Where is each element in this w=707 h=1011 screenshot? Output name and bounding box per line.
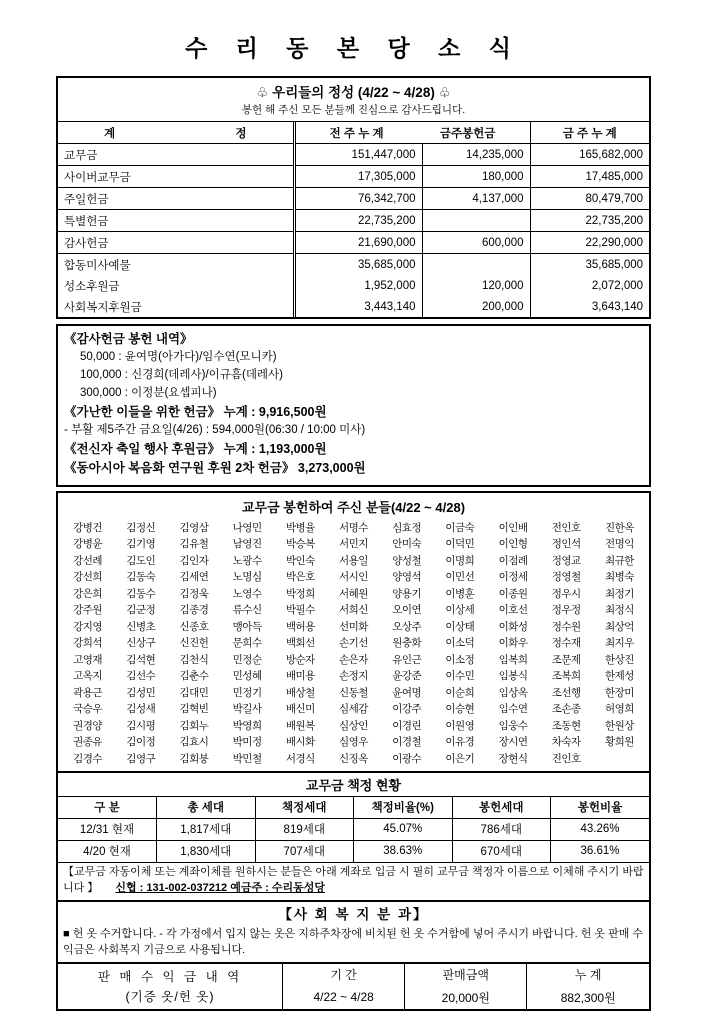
thanks-section <box>56 324 651 487</box>
transfer-note <box>58 863 649 900</box>
donor-name: 김기영 <box>126 538 156 551</box>
donor-name: 박병율 <box>285 521 315 534</box>
donor-name: 최상억 <box>604 620 634 633</box>
account-label-right: 정 <box>235 127 247 140</box>
donor-name: 선미화 <box>339 620 368 633</box>
prev-value: 151,447,000 <box>294 144 422 166</box>
donor-name: 정수원 <box>551 620 581 633</box>
donor-name: 서희신 <box>339 604 368 617</box>
donor-name: 신진헌 <box>179 637 209 650</box>
donor-name: 손은자 <box>339 653 368 666</box>
assess-cell: 38.63% <box>354 840 453 862</box>
donor-name: 김세연 <box>179 571 209 584</box>
donor-name: 백허용 <box>285 620 315 633</box>
assess-cell: 1,817세대 <box>157 818 256 840</box>
donor-name: 이은기 <box>445 752 475 765</box>
donor-name: 서민지 <box>339 538 368 551</box>
donor-name: 이점례 <box>498 554 528 567</box>
sales-title-line1: 판 매 수 익 금 내 역 <box>97 970 243 985</box>
donor-name: 정인석 <box>551 538 581 551</box>
donor-name: 강병윤 <box>73 538 103 551</box>
donor-name: 전인호 <box>551 521 581 534</box>
donor-name: 허영희 <box>604 703 634 716</box>
week-value <box>422 210 530 232</box>
assess-cell: 819세대 <box>255 818 354 840</box>
donor-name: 김성민 <box>126 686 156 699</box>
donor-name: 이강주 <box>392 703 422 716</box>
donor-name: 강병건 <box>73 521 103 534</box>
donor-name: 국승우 <box>73 703 103 716</box>
donor-name: 정영철 <box>551 571 581 584</box>
thanks-item: 50,000 : 윤여명(아가다)/임수연(모니카) <box>80 351 277 364</box>
prev-value: 35,685,000 <box>294 254 422 276</box>
donor-name: 박영희 <box>232 719 262 732</box>
devotion-section <box>56 76 651 319</box>
donor-name: 임복희 <box>498 653 528 666</box>
donor-name: 김정욱 <box>179 587 209 600</box>
poor-fund-detail: - 부활 제5주간 금요일(4/26) : 594,000원(06:30 / 10:00 미사) <box>64 424 366 437</box>
donor-name: 정수재 <box>551 637 581 650</box>
donor-name: 조동현 <box>551 719 581 732</box>
assess-cell: 1,830세대 <box>157 840 256 862</box>
table-row <box>58 144 649 166</box>
donor-name: 신상구 <box>126 637 156 650</box>
thanks-item: 300,000 : 이정분(요셉피나) <box>80 387 217 399</box>
row-label: 특별헌금 <box>58 210 294 232</box>
assess-col-header: 책정비율(%) <box>354 796 453 818</box>
donor-name: 강선희 <box>73 571 103 584</box>
donor-name: 김유철 <box>179 538 209 551</box>
table-row <box>58 275 649 296</box>
donor-name: 박민철 <box>232 752 262 765</box>
donor-name: 신동철 <box>339 686 368 699</box>
donor-name: 장시연 <box>498 736 528 749</box>
donor-name: 김영구 <box>126 752 156 765</box>
donors-heading: 교무금 봉헌하여 주신 분들(4/22 ~ 4/28) <box>241 499 466 515</box>
welfare-title: 【사 회 복 지 분 과】 <box>58 900 649 924</box>
row-label: 주일헌금 <box>58 188 294 210</box>
week-value: 14,235,000 <box>422 144 530 166</box>
donor-name: 김혁빈 <box>179 703 209 716</box>
assess-col-header: 구 분 <box>58 796 157 818</box>
donor-name: 이병훈 <box>445 587 475 600</box>
donor-name: 강지영 <box>73 620 103 633</box>
prev-value: 22,735,200 <box>294 210 422 232</box>
donor-name: 서명수 <box>339 521 368 534</box>
assess-cell: 36.61% <box>551 840 650 862</box>
donor-name: 김효시 <box>179 736 209 749</box>
donor-name: 박은호 <box>285 571 315 584</box>
donor-name: 최정식 <box>604 604 634 617</box>
week-offering-header: 금주봉헌금 <box>439 127 496 140</box>
donor-name: 오이연 <box>392 604 422 617</box>
prev-total-header: 전 주 누 계 <box>329 127 384 140</box>
donor-name: 정우정 <box>551 604 581 617</box>
donor-name: 김성새 <box>126 703 156 716</box>
donor-name: 배시화 <box>285 736 315 749</box>
sales-period: 4/22 ~ 4/28 <box>283 986 405 1009</box>
donor-name: 고영재 <box>73 653 103 666</box>
donor-name: 이상태 <box>445 620 475 633</box>
donor-name: 이소덕 <box>445 637 475 650</box>
assess-cell: 4/20 현재 <box>58 840 157 862</box>
lower-section <box>56 491 651 1011</box>
donor-name <box>593 751 646 766</box>
donor-name: 김시평 <box>126 719 156 732</box>
donor-name: 이유경 <box>445 736 475 749</box>
donor-name: 양영석 <box>392 571 422 584</box>
transfer-note-text: 【교무금 자동이체 또는 계좌이체를 원하시는 분들은 아래 계좌로 입금 시 필히 교무금 책정자 이름으로 이체해 주시기 바랍니다 】 <box>63 865 644 894</box>
prev-value: 1,952,000 <box>294 275 422 296</box>
donor-name: 이정세 <box>498 571 528 584</box>
donor-name: 박정희 <box>285 587 315 600</box>
total-value: 35,685,000 <box>530 254 649 276</box>
total-value: 2,072,000 <box>530 275 649 296</box>
donor-name: 민정순 <box>232 653 262 666</box>
table-row <box>58 840 649 862</box>
offering-table <box>58 122 649 317</box>
donor-name: 서혜원 <box>339 587 368 600</box>
sales-amount: 20,000원 <box>405 986 527 1009</box>
thanks-item: 100,000 : 신경희(데레사)/이규흠(데레사) <box>80 369 283 382</box>
donor-name: 김도인 <box>126 554 156 567</box>
donor-name: 이수민 <box>445 670 475 683</box>
donor-name: 한원상 <box>604 719 634 732</box>
assess-cell: 707세대 <box>255 840 354 862</box>
donor-name: 심상인 <box>339 719 368 732</box>
week-value <box>422 254 530 276</box>
devotion-header <box>58 78 649 122</box>
assess-cell: 45.07% <box>354 818 453 840</box>
sales-header-row <box>58 964 649 986</box>
donor-name: 조복희 <box>551 670 581 683</box>
donor-name: 조손종 <box>551 703 581 716</box>
table-row <box>58 818 649 840</box>
thanks-heading: 《감사헌금 봉헌 내역》 <box>64 332 193 346</box>
donor-name: 민정기 <box>232 686 262 699</box>
table-row <box>58 210 649 232</box>
donor-name: 이금숙 <box>445 521 475 534</box>
donor-name: 김영삼 <box>179 521 209 534</box>
donor-name: 장현식 <box>498 752 528 765</box>
feast-fund-heading: 《전신자 축일 행사 후원금》 누계 : 1,193,000원 <box>64 442 327 456</box>
prev-value: 76,342,700 <box>294 188 422 210</box>
donor-name: 심세감 <box>339 703 368 716</box>
week-value: 600,000 <box>422 232 530 254</box>
donor-name: 원충화 <box>392 637 422 650</box>
donor-name: 윤여명 <box>392 686 422 699</box>
donor-name: 김천식 <box>179 653 209 666</box>
total-value: 22,735,200 <box>530 210 649 232</box>
row-label: 감사헌금 <box>58 232 294 254</box>
donor-name: 신징옥 <box>339 752 368 765</box>
donor-name: 윤강준 <box>392 670 422 683</box>
donor-name: 박필수 <box>285 604 315 617</box>
donor-name: 박인숙 <box>285 554 315 567</box>
week-value: 120,000 <box>422 275 530 296</box>
donor-name: 서경식 <box>285 752 315 765</box>
donor-name: 안미숙 <box>392 538 422 551</box>
week-value: 180,000 <box>422 166 530 188</box>
assessment-header-row <box>58 796 649 818</box>
welfare-body: ■ 헌 옷 수거합니다. - 각 가정에서 입지 않는 옷은 지하주차장에 비치된 헌 옷 수거함에 넣어 주시기 바랍니다. 헌 옷 판매 수익금은 사회복지 기금으로 사용됩니다. <box>58 924 649 964</box>
donor-name: 최병숙 <box>604 571 634 584</box>
donor-name: 이경철 <box>392 736 422 749</box>
donor-name: 김인자 <box>179 554 209 567</box>
poor-fund-heading: 《가난한 이들을 위한 헌금》 누계 : 9,916,500원 <box>64 404 327 419</box>
assessment-title: 교무금 책정 현황 <box>58 772 649 797</box>
donor-name: 진한옥 <box>604 521 634 534</box>
donor-name: 남영진 <box>232 538 262 551</box>
donor-name: 이승현 <box>445 703 475 716</box>
donor-name: 이경린 <box>392 719 422 732</box>
donor-name: 임수연 <box>498 703 528 716</box>
assess-col-header: 총 세대 <box>157 796 256 818</box>
donor-name: 이인형 <box>498 538 528 551</box>
donor-name: 한장미 <box>604 686 634 699</box>
donor-name: 조선행 <box>551 686 581 699</box>
offering-header-row <box>58 122 649 144</box>
table-row <box>58 232 649 254</box>
donor-name: 김대민 <box>179 686 209 699</box>
donor-name: 강희석 <box>73 637 103 650</box>
donor-name: 김석현 <box>126 653 156 666</box>
donor-name: 노광수 <box>232 554 262 567</box>
donor-name: 이원영 <box>445 719 475 732</box>
donor-name: 권종유 <box>73 736 103 749</box>
column-header-week-total: 금 주 누 계 <box>530 122 649 144</box>
donor-name: 이소정 <box>445 653 475 666</box>
assess-col-header: 봉헌비율 <box>551 796 650 818</box>
total-value: 3,643,140 <box>530 296 649 317</box>
table-row <box>58 254 649 276</box>
donor-name: 한상진 <box>604 653 634 666</box>
donor-name: 고옥지 <box>73 670 103 683</box>
donor-name: 신종호 <box>179 620 209 633</box>
donor-name: 류수신 <box>232 604 262 617</box>
donor-name: 김군정 <box>126 604 156 617</box>
donor-name: 백회선 <box>285 637 315 650</box>
donor-name: 김동숙 <box>126 571 156 584</box>
donor-name: 서시인 <box>339 571 368 584</box>
prev-value: 17,305,000 <box>294 166 422 188</box>
donor-name: 심영우 <box>339 736 368 749</box>
sales-col-period: 기 간 <box>283 964 405 986</box>
sales-col-amount: 판매금액 <box>405 964 527 986</box>
column-header-account <box>58 122 294 144</box>
donor-name: 이상세 <box>445 604 475 617</box>
donor-name: 임웅수 <box>498 719 528 732</box>
donor-name: 황희원 <box>604 736 634 749</box>
assess-cell: 670세대 <box>452 840 551 862</box>
donor-name: 이화우 <box>498 637 528 650</box>
donor-name: 유인근 <box>392 653 422 666</box>
donor-name: 배상철 <box>285 686 315 699</box>
row-label: 사이버교무금 <box>58 166 294 188</box>
donor-name: 김종경 <box>179 604 209 617</box>
donor-name: 정우시 <box>551 587 581 600</box>
donor-name: 최규한 <box>604 554 634 567</box>
assess-col-header: 책정세대 <box>255 796 354 818</box>
donor-name: 조문제 <box>551 653 581 666</box>
donor-name: 김경수 <box>73 752 103 765</box>
sales-total: 882,300원 <box>560 990 616 1005</box>
assess-col-header: 봉헌세대 <box>452 796 551 818</box>
table-row <box>58 188 649 210</box>
donor-name: 김선수 <box>126 670 156 683</box>
donor-name: 최지우 <box>604 637 634 650</box>
donor-name: 최정기 <box>604 587 634 600</box>
assessment-title-row <box>58 772 649 797</box>
donor-name: 노명심 <box>232 571 262 584</box>
donor-name: 김회붕 <box>179 752 209 765</box>
donor-name: 박길사 <box>232 703 262 716</box>
donor-name: 임봉식 <box>498 670 528 683</box>
donor-name: 방순자 <box>285 653 315 666</box>
donors-name-grid <box>58 519 649 771</box>
sales-title-cell <box>58 964 283 1009</box>
donor-name: 이순희 <box>445 686 475 699</box>
donor-name: 노영수 <box>232 587 262 600</box>
donor-name: 한제성 <box>604 670 634 683</box>
donor-name: 양성철 <box>392 554 422 567</box>
donor-name: 민성혜 <box>232 670 262 683</box>
total-value: 22,290,000 <box>530 232 649 254</box>
week-value: 4,137,000 <box>422 188 530 210</box>
donor-name: 문희수 <box>232 637 262 650</box>
donor-name: 이민선 <box>445 571 475 584</box>
donor-name: 이종원 <box>498 587 528 600</box>
table-row <box>58 166 649 188</box>
donor-name: 권경양 <box>73 719 103 732</box>
total-value: 80,479,700 <box>530 188 649 210</box>
donor-name: 이호선 <box>498 604 528 617</box>
devotion-heading: ♧ 우리들의 정성 (4/22 ~ 4/28) ♧ <box>256 85 451 100</box>
donor-name: 손기선 <box>339 637 368 650</box>
donor-name: 나영민 <box>232 521 262 534</box>
row-label: 성소후원금 <box>64 280 120 293</box>
donor-name: 오상주 <box>392 620 422 633</box>
assessment-table <box>58 771 649 863</box>
donor-name: 김회누 <box>179 719 209 732</box>
donor-name: 맹아득 <box>232 620 262 633</box>
donor-name: 임상옥 <box>498 686 528 699</box>
table-row <box>58 296 649 317</box>
donor-name: 곽용근 <box>73 686 103 699</box>
donor-name: 김정신 <box>126 521 156 534</box>
sales-col-total: 누 계 <box>574 968 602 983</box>
donor-name: 김이정 <box>126 736 156 749</box>
page-title: 수 리 동 본 당 소 식 <box>185 35 522 61</box>
donor-name: 박승복 <box>285 538 315 551</box>
donor-name: 박미정 <box>232 736 262 749</box>
donor-name: 정영교 <box>551 554 581 567</box>
prev-value: 3,443,140 <box>294 296 422 317</box>
sales-title-line2: (기증 옷/헌 옷) <box>125 990 215 1005</box>
donor-name: 이광수 <box>392 752 422 765</box>
week-value: 200,000 <box>422 296 530 317</box>
donor-name: 배미용 <box>285 670 315 683</box>
donor-name: 강선례 <box>73 554 103 567</box>
devotion-subheading: 봉헌 해 주신 모든 분들께 진심으로 감사드립니다. <box>241 104 466 116</box>
donor-name: 배신미 <box>285 703 315 716</box>
prev-value: 21,690,000 <box>294 232 422 254</box>
donor-name: 이덕민 <box>445 538 475 551</box>
donor-name: 신병초 <box>126 620 156 633</box>
assess-cell: 786세대 <box>452 818 551 840</box>
row-label: 사회복지후원금 <box>64 301 142 314</box>
donor-name: 손정지 <box>339 670 368 683</box>
donor-name: 차숙자 <box>551 736 581 749</box>
donor-name: 전명익 <box>604 538 634 551</box>
donor-name: 심효정 <box>392 521 422 534</box>
donor-name: 서용일 <box>339 554 368 567</box>
assess-cell: 12/31 현재 <box>58 818 157 840</box>
row-label: 합동미사예물 <box>58 254 294 276</box>
total-value: 165,682,000 <box>530 144 649 166</box>
column-header-prev-week <box>294 122 530 144</box>
donor-name: 이인배 <box>498 521 528 534</box>
donor-name: 양용기 <box>392 587 422 600</box>
total-value: 17,485,000 <box>530 166 649 188</box>
assess-cell: 43.26% <box>551 818 650 840</box>
account-label-left: 계 <box>104 127 116 140</box>
donor-name: 강은희 <box>73 587 103 600</box>
donor-name: 배원복 <box>285 719 315 732</box>
bank-account: 신협 : 131-002-037212 예금주 : 수리동성당 <box>115 881 325 894</box>
donor-name: 강주원 <box>73 604 103 617</box>
donor-name: 김춘수 <box>179 670 209 683</box>
donor-name: 김동수 <box>126 587 156 600</box>
donor-name: 이화성 <box>498 620 528 633</box>
donor-name: 이명희 <box>445 554 475 567</box>
asia-fund-heading: 《동아시아 복음화 연구원 후원 2차 헌금》 3,273,000원 <box>64 461 366 476</box>
row-label: 교무금 <box>58 144 294 166</box>
sales-table <box>58 964 649 1009</box>
donor-name: 진인호 <box>551 752 581 765</box>
